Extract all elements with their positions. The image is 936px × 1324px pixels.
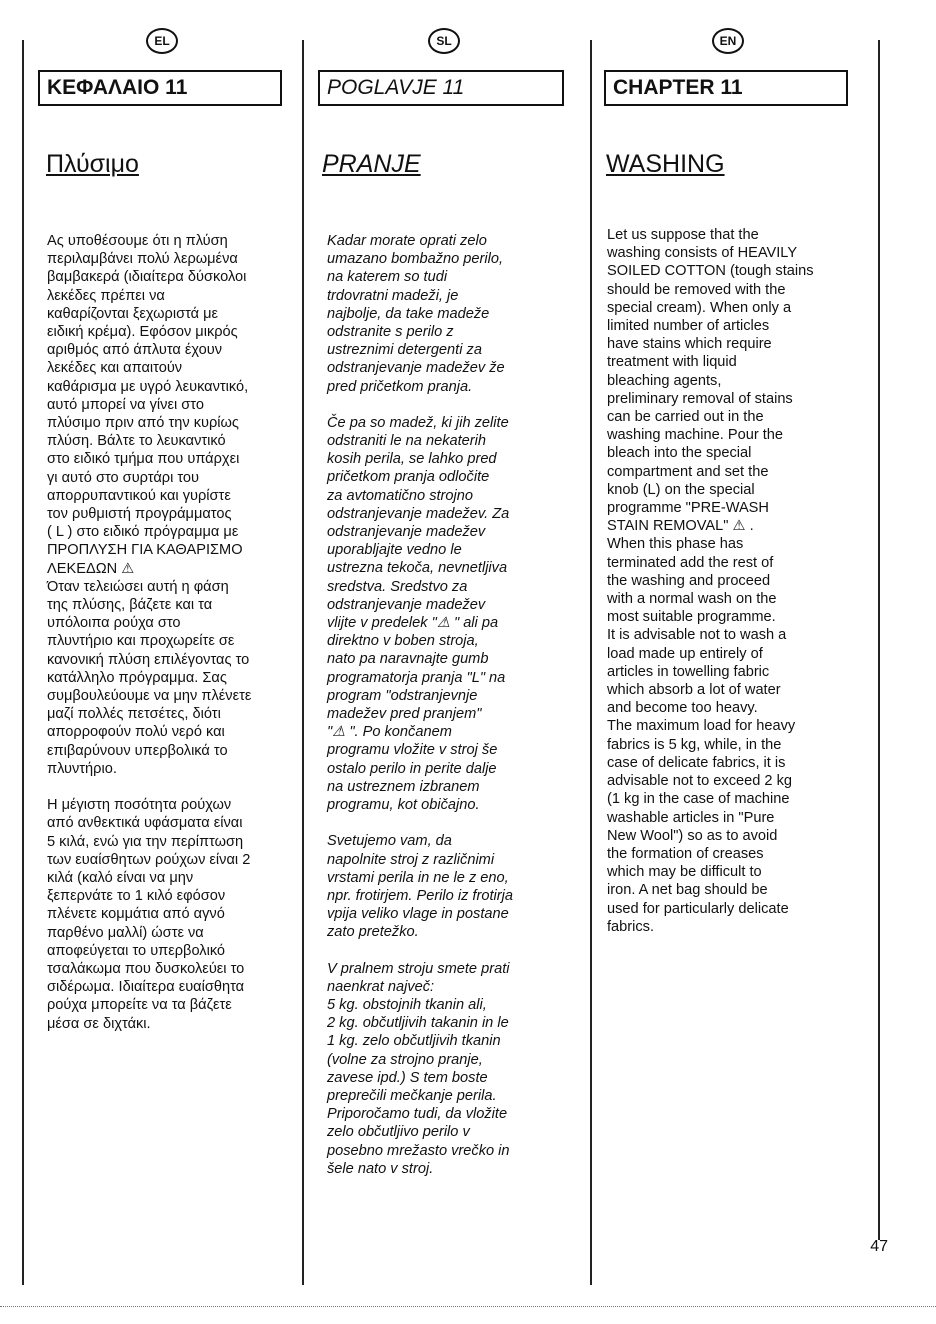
paragraph: Ας υποθέσουμε ότι η πλύση περιλαμβάνει πολύ λερωμένα βαμβακερά (ιδιαίτερα δύσκολοι λεκέδες πρέπει να καθαρίζονται ξεχωριστά με ειδική κρέμα). Εφόσον μικρός αριθμός από άπλυτα έχουν λεκέδες και απαιτούν καθάρισμα με υγρό λευκαντικό, αυτό μπορεί να γίνει στο πλύσιμο πριν από την κυρίως πλύση. Βάλτε το λευκαντικό στο ειδικό τμήμα που υπάρχει γι αυτό στο συρτάρι του απορρυπαντικού και γυρίστε τον ρυθμιστή προγράμματος ( L ) στο ειδικό πρόγραμμα με ΠΡΟΠΛΥΣΗ ΓΙΑ ΚΑΘΑΡΙΣΜΟ ΛΕΚΕΔΩΝ ⚠ Όταν τελειώσει αυτή η φάση της πλύσης, βάζετε και τα υπόλοιπα ρούχα στο πλυντήριο και προχωρείτε σε κανονική πλύση επιλέγοντας το κατάλληλο πρόγραμμα. Σας συμβουλεύουμε να μην πλένετε μαζί πολλές πετσέτες, διότι απορροφούν πολύ νερό και επιβαρύνουν υπερβολικά το πλυντήριο.: [47, 233, 252, 777]
column-divider-left: [22, 40, 24, 1285]
paragraph: Kadar morate oprati zelo umazano bombažno perilo, na katerem so tudi trdovratni madeži, je najbolje, da take madeže odstranite s perilo z ustreznimi detergenti za odstranjevanje madežev že pred pričetkom pranja.: [327, 233, 505, 395]
column-divider-2: [590, 40, 592, 1285]
body-text-en: [607, 226, 869, 936]
language-badge-en: EN: [712, 28, 744, 54]
paragraph: Let us suppose that the washing consists of HEAVILY SOILED COTTON (tough stains should be removed with the special cream). When only a limited number of articles have stains which require treatment with liquid bleaching agents, preliminary removal of stains can be carried out in the washing machine. Pour the bleach into the special compartment and set the knob (L) on the special programme "PRE-WASH STAIN REMOVAL" ⚠ . When this phase has terminated add the rest of the washing and proceed with a normal wash on the most suitable programme. It is advisable not to wash a load made up entirely of articles in towelling fabric which absorb a lot of water and become too heavy. The maximum load for heavy fabrics is 5 kg, while, in the case of delicate fabrics, it is advisable not to exceed 2 kg (1 kg in the case of machine washable articles in "Pure New Wool") so as to avoid the formation of creases which may be difficult to iron. A net bag should be used for particularly delicate fabrics.: [607, 227, 814, 935]
column-divider-right: [878, 40, 880, 1240]
language-badge-el: EL: [146, 28, 178, 54]
chapter-heading-sl: POGLAVJE 11: [318, 70, 564, 106]
chapter-heading-en: CHAPTER 11: [604, 70, 848, 106]
body-text-el: [47, 232, 295, 1033]
chapter-heading-el: ΚΕΦΑΛΑΙΟ 11: [38, 70, 282, 106]
paragraph: Η μέγιστη ποσότητα ρούχων από ανθεκτικά υφάσματα είναι 5 κιλά, ενώ για την περίπτωση των ευαίσθητων ρούχων είναι 2 κιλά (καλό είναι να μην ξεπερνάτε το 1 κιλό εφόσον πλένετε κομμάτια από αγνό παρθένο μαλλί) ώστε να αποφεύγεται το υπερβολικό τσαλάκωμα που δυσκολεύει το σιδέρωμα. Ιδιαίτερα ευαίσθητα ρούχα μπορείτε να τα βάζετε μέσα σε διχτάκι.: [47, 797, 251, 1032]
paragraph: Svetujemo vam, da napolnite stroj z različnimi vrstami perila in ne le z eno, npr. frotirjem. Perilo iz frotirja vpija veliko vlage in postane zato pretežko.: [327, 833, 513, 941]
bottom-rule: [0, 1306, 936, 1307]
paragraph: V pralnem stroju smete prati naenkrat največ: 5 kg. obstojnih tkanin ali, 2 kg. občutljivih takanin in le 1 kg. zelo občutljivih tkanin (volne za strojno pranje, zavese ipd.) S tem boste preprečili mečkanje perila. Priporočamo tudi, da vložite zelo občutljivo perilo v posebno mrežasto vrečko in šele nato v stroj.: [327, 960, 510, 1177]
section-title-en: WASHING: [606, 150, 725, 178]
section-title-el: Πλύσιμο: [46, 150, 139, 178]
language-badge-sl: SL: [428, 28, 460, 54]
body-text-sl: [327, 232, 585, 1178]
page-number: 47: [870, 1238, 888, 1255]
column-divider-1: [302, 40, 304, 1285]
section-title-sl: PRANJE: [322, 150, 421, 178]
paragraph: Če pa so madež, ki jih zelite odstraniti le na nekaterih kosih perila, se lahko pred pričetkom pranja odločite za avtomatično strojno odstranjevanje madežev. Za odstranjevanje madežev uporabljajte vedno le ustrezna tekoča, nevnetljiva sredstva. Sredstvo za odstranjevanje madežev vlijte v predelek "⚠ " ali pa direktno v boben stroja, nato pa naravnajte gumb programatorja pranja "L" na program "odstranjevnje madežev pred pranjem" "⚠ ". Po končanem programu vložite v stroj še ostalo perilo in perite dalje na ustreznem izbranem programu, kot običajno.: [327, 414, 510, 814]
